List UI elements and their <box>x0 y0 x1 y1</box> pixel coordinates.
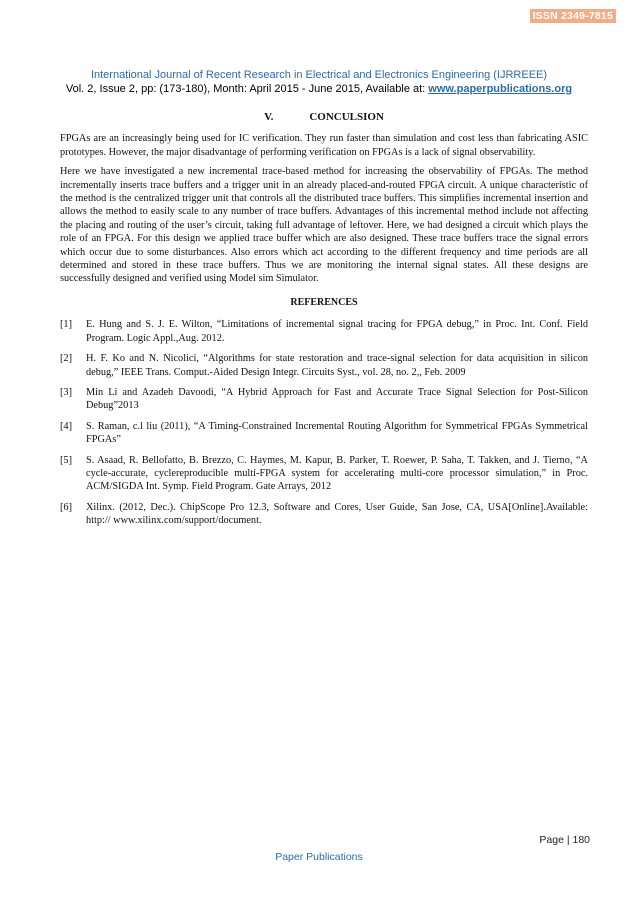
reference-number: [4] <box>60 420 73 432</box>
section-number: V. <box>264 111 274 123</box>
publisher-footer: Paper Publications <box>275 851 363 863</box>
reference-text: S. Asaad, R. Bellofatto, B. Brezzo, C. Haymes, M. Kapur, B. Parker, T. Roewer, P. Saha, T. Takken, and J. Tierno, “A cycle-accurate, cyclereproducible multi-FPGA system for accelerating multi-core processor simulation,” in Proc. ACM/SIGDA Int. Symp. Field Program. Gate Arrays, 2012 <box>86 454 588 493</box>
journal-name: International Journal of Recent Research in Electrical and Electronics Engineering (IJRREEE) <box>90 69 548 81</box>
reference-number: [2] <box>60 353 73 365</box>
references-heading: REFERENCES <box>290 296 358 308</box>
reference-item <box>60 501 588 528</box>
reference-item <box>60 420 588 447</box>
issn-badge: ISSN 2349-7815 <box>530 9 616 23</box>
reference-item <box>60 352 588 379</box>
reference-item <box>60 454 588 494</box>
reference-text: S. Raman, c.l liu (2011), “A Timing-Constrained Incremental Routing Algorithm for Symmetrical FPGAs Symmetrical FPGAs” <box>86 420 588 446</box>
reference-number: [1] <box>60 319 73 331</box>
page-number: Page | 180 <box>539 834 590 846</box>
journal-website-link[interactable]: www.paperpublications.org <box>428 83 573 95</box>
journal-info <box>0 82 638 96</box>
main-content <box>60 111 588 535</box>
reference-text: H. F. Ko and N. Nicolici, “Algorithms for state restoration and trace-signal selection for data acquisition in silicon debug,” IEEE Trans. Comput.-Aided Design Integr. Circuits Syst., vol. 28, no. 2,, Feb. 2009 <box>86 353 588 378</box>
reference-text: Min Li and Azadeh Davoodi, “A Hybrid Approach for Fast and Accurate Trace Signal Selection for Post-Silicon Debug”2013 <box>86 386 588 412</box>
section-title: CONCULSION <box>309 111 384 123</box>
reference-number: [3] <box>60 386 73 398</box>
reference-text: Xilinx. (2012, Dec.). ChipScope Pro 12.3, Software and Cores, User Guide, San Jose, CA, USA[Online].Available: http:// www.xilinx.com/support/document. <box>86 501 588 527</box>
reference-number: [5] <box>60 454 73 466</box>
section-heading <box>60 111 588 124</box>
reference-item <box>60 386 588 413</box>
journal-issue-text: Vol. 2, Issue 2, pp: (173-180), Month: April 2015 - June 2015, Available at: <box>65 83 429 95</box>
reference-text: E. Hung and S. J. E. Wilton, “Limitations of incremental signal tracing for FPGA debug,” in Proc. Int. Conf. Field Program. Logic Appl.,Aug. 2012. <box>86 319 588 344</box>
paragraph: Here we have investigated a new incremental trace-based method for increasing the observability of FPGAs. The method incrementally inserts trace buffers and a trigger unit in an already placed-and-routed FPGA circuit. A unique characteristic of the method is the centralized trigger unit that controls all the distributed trace buffers. This simplifies incremental insertion and allows the method to easily scale to any number of trace buffers. Advantages of this incremental method include not affecting the placing and routing of the user’s circuit, taking full advantage of leftover. Here, we had designed a circuit which plays the role of an FPGA. For this design we applied trace buffer which are also designed. These trace buffers trace the signal errors which occur due to some disturbances. Also errors which act according to the different frequency and time periods are all determined and stored in these trace buffers. Thus we are monitoring the internal signal states. All these designs are successfully designed and verified using Model sim Simulator. <box>60 166 588 285</box>
reference-item <box>60 318 588 345</box>
paragraph: FPGAs are an increasingly being used for IC verification. They run faster than simulation and cost less than fabricating ASIC prototypes. However, the major disadvantage of performing verification on FPGAs is a lack of signal observability. <box>60 133 588 158</box>
reference-number: [6] <box>60 501 73 513</box>
journal-header <box>0 68 638 96</box>
